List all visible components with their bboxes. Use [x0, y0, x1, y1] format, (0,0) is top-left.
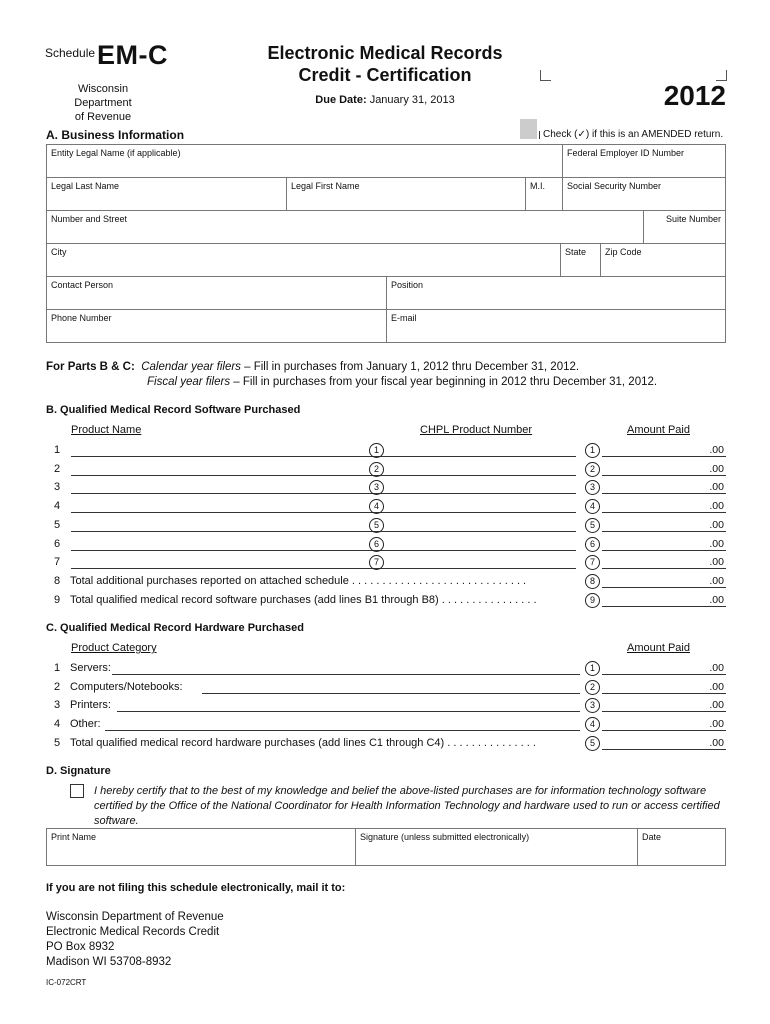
category-label: Computers/Notebooks: — [70, 680, 183, 693]
parts-bc-instructions — [46, 360, 657, 390]
position-field[interactable]: Position — [387, 277, 726, 310]
form-id: EM-C — [97, 40, 168, 70]
amended-label: Check (✓) if this is an AMENDED return. — [543, 129, 724, 140]
col-product-name: Product Name — [71, 424, 142, 436]
amount-field[interactable] — [602, 493, 726, 494]
line-number: 1 — [54, 444, 61, 456]
state-field[interactable]: State — [561, 244, 601, 277]
line-number: 4 — [54, 718, 61, 731]
category-field[interactable] — [202, 693, 580, 694]
mail-line3: PO Box 8932 — [46, 941, 115, 953]
circled-number: 2 — [369, 462, 384, 477]
contact-field[interactable]: Contact Person — [47, 277, 387, 310]
fiscal-year-label: Fiscal year filers — [147, 376, 231, 388]
print-name-field[interactable]: Print Name — [47, 829, 356, 866]
address-table — [46, 210, 726, 244]
business-info-table — [46, 144, 726, 211]
amount-cents: .00 — [709, 662, 724, 674]
circled-number: 4 — [369, 499, 384, 514]
amount-field[interactable] — [602, 693, 726, 694]
col-amount-paid: Amount Paid — [627, 424, 690, 436]
fein-field[interactable]: Federal Employer ID Number — [563, 145, 726, 178]
suite-field[interactable]: Suite Number — [644, 211, 726, 244]
amount-cents: .00 — [709, 737, 724, 749]
circled-number: 5 — [585, 736, 600, 751]
certify-statement: I hereby certify that to the best of my knowledge and belief the above-listed purchases are for information technology software certified by the Office of the National Coordinator for Health Information Technology and hardware used to run or access certified software. — [94, 785, 720, 827]
line-description: Total qualified medical record software purchases (add lines B1 through B8) . . . . . . . . . . . . . . . . — [70, 594, 537, 606]
mailing-header: If you are not filing this schedule electronically, mail it to: — [46, 882, 346, 894]
circled-number: 3 — [585, 698, 600, 713]
section-d-title: D. Signature — [46, 765, 111, 777]
signature-field[interactable]: Signature (unless submitted electronically) — [356, 829, 638, 866]
mail-line2: Electronic Medical Records Credit — [46, 926, 220, 938]
col-chpl-number: CHPL Product Number — [420, 424, 533, 436]
line-b8 — [46, 574, 726, 591]
parts-bc-label: For Parts B & C: — [46, 361, 135, 373]
fiscal-year-text: – Fill in purchases from your fiscal year beginning in 2012 thru December 31, 2012. — [230, 376, 658, 388]
amount-field[interactable] — [602, 550, 726, 551]
amount-field[interactable] — [602, 730, 726, 731]
circled-number: 4 — [585, 717, 600, 732]
amount-field[interactable] — [602, 475, 726, 476]
section-a-title: A. Business Information — [46, 128, 185, 142]
software-row — [46, 499, 726, 516]
circled-number: 3 — [585, 480, 600, 495]
col-amount-paid-c: Amount Paid — [627, 642, 690, 654]
category-label: Servers: — [70, 662, 111, 674]
amount-cents: .00 — [709, 444, 724, 456]
department-line1: Wisconsin Department — [74, 83, 132, 109]
product-name-field[interactable] — [71, 475, 409, 476]
circled-number: 1 — [585, 661, 600, 676]
amount-field[interactable] — [602, 512, 726, 513]
circled-number: 6 — [369, 537, 384, 552]
software-row — [46, 537, 726, 554]
circled-number: 2 — [585, 680, 600, 695]
amount-field[interactable] — [602, 674, 726, 675]
hardware-row — [46, 717, 726, 734]
amount-cents: .00 — [709, 575, 724, 587]
chpl-number-field[interactable] — [386, 493, 576, 494]
line-number: 1 — [54, 662, 61, 674]
circled-number: 1 — [369, 443, 384, 458]
circled-number: 6 — [585, 537, 600, 552]
category-field[interactable] — [105, 730, 580, 731]
ssn-field[interactable]: Social Security Number — [563, 178, 726, 211]
line-number: 4 — [54, 500, 61, 513]
amount-cents: .00 — [709, 537, 724, 550]
amount-field[interactable] — [602, 568, 726, 569]
circled-number: 7 — [585, 555, 600, 570]
amount-cents: .00 — [709, 481, 724, 494]
line-number: 5 — [54, 737, 61, 749]
mail-line4: Madison WI 53708-8932 — [46, 956, 172, 968]
line-number: 6 — [54, 537, 61, 550]
circled-number: 3 — [369, 480, 384, 495]
city-table — [46, 243, 726, 277]
email-field[interactable]: E-mail — [387, 310, 726, 343]
category-label: Other: — [70, 718, 101, 731]
mi-field[interactable]: M.I. — [526, 178, 563, 211]
hardware-row — [46, 698, 726, 715]
amount-cents: .00 — [709, 680, 724, 693]
tax-year: 2012 — [663, 80, 726, 111]
software-row — [46, 555, 726, 572]
title-line1: Electronic Medical Records — [267, 43, 503, 63]
amount-field[interactable] — [602, 606, 726, 607]
chpl-number-field[interactable] — [386, 568, 576, 569]
circled-number: 1 — [585, 443, 600, 458]
zip-field[interactable]: Zip Code — [601, 244, 726, 277]
chpl-number-field[interactable] — [386, 512, 576, 513]
amount-cents: .00 — [709, 556, 724, 569]
certify-checkbox[interactable] — [70, 784, 84, 798]
product-name-field[interactable] — [71, 493, 409, 494]
circled-number: 7 — [369, 555, 384, 570]
product-name-field[interactable] — [71, 568, 409, 569]
circled-number: 8 — [585, 574, 600, 589]
hardware-row — [46, 680, 726, 697]
date-field[interactable]: Date — [638, 829, 726, 866]
chpl-number-field[interactable] — [386, 531, 576, 532]
software-row — [46, 462, 726, 479]
line-number: 5 — [54, 518, 61, 531]
hardware-row — [46, 661, 726, 678]
amended-checkbox[interactable] — [520, 119, 537, 139]
due-label: Due Date: — [315, 94, 367, 106]
due-date — [250, 94, 520, 106]
mailing-address — [46, 910, 224, 970]
entity-name-field[interactable]: Entity Legal Name (if applicable) — [47, 145, 563, 178]
amount-field[interactable] — [602, 587, 726, 588]
chpl-number-field[interactable] — [386, 550, 576, 551]
amount-cents: .00 — [709, 594, 724, 606]
line-description: Total additional purchases reported on attached schedule . . . . . . . . . . . . . . . . . . . . . . . . . . . . . — [70, 575, 527, 587]
chpl-number-field[interactable] — [386, 456, 576, 457]
circled-number: 2 — [585, 462, 600, 477]
amount-field[interactable] — [602, 456, 726, 457]
city-field[interactable]: City — [47, 244, 561, 277]
circled-number: 9 — [585, 593, 600, 608]
line-number: 2 — [54, 680, 61, 693]
phone-field[interactable]: Phone Number — [47, 310, 387, 343]
mail-line1: Wisconsin Department of Revenue — [46, 911, 224, 923]
line-number: 3 — [54, 699, 61, 712]
corner-mark-left — [540, 70, 551, 81]
amount-cents: .00 — [709, 462, 724, 475]
line-number: 9 — [54, 594, 61, 606]
software-row — [46, 518, 726, 535]
line-number: 2 — [54, 462, 61, 475]
product-name-field[interactable] — [71, 456, 409, 457]
col-product-category: Product Category — [71, 642, 157, 654]
amount-cents: .00 — [709, 699, 724, 712]
section-c-title: C. Qualified Medical Record Hardware Purchased — [46, 622, 304, 634]
line-number: 7 — [54, 556, 61, 569]
section-b-title: B. Qualified Medical Record Software Purchased — [46, 404, 301, 416]
chpl-number-field[interactable] — [386, 475, 576, 476]
line-description: Total qualified medical record hardware purchases (add lines C1 through C4) . . . . . . . . . . . . . . . — [70, 737, 536, 749]
street-field[interactable]: Number and Street — [47, 211, 644, 244]
signature-table — [46, 828, 726, 866]
due-value: January 31, 2013 — [369, 94, 455, 106]
form-title — [250, 42, 520, 86]
software-row — [46, 443, 726, 460]
software-row — [46, 480, 726, 497]
amount-cents: .00 — [709, 518, 724, 531]
category-label: Printers: — [70, 699, 111, 712]
circled-number: 5 — [369, 518, 384, 533]
product-name-field[interactable] — [71, 550, 409, 551]
department-line2: of Revenue — [74, 111, 132, 123]
line-c5 — [46, 736, 726, 753]
product-name-field[interactable] — [71, 531, 409, 532]
calendar-year-label: Calendar year filers — [141, 361, 241, 373]
amount-field[interactable] — [602, 531, 726, 532]
amount-field[interactable] — [602, 711, 726, 712]
category-field[interactable] — [112, 674, 580, 675]
calendar-year-text: – Fill in purchases from January 1, 2012 thru December 31, 2012. — [240, 361, 580, 373]
form-code: IC-072CRT — [46, 978, 87, 987]
contact-table — [46, 276, 726, 343]
product-name-field[interactable] — [71, 512, 409, 513]
circled-number: 4 — [585, 499, 600, 514]
line-number: 8 — [54, 575, 61, 587]
circled-number: 5 — [585, 518, 600, 533]
line-b9 — [46, 593, 726, 610]
line-number: 3 — [54, 481, 61, 494]
title-line2: Credit - Certification — [298, 65, 472, 85]
department — [48, 82, 158, 124]
schedule-label: Schedule — [45, 46, 96, 60]
amount-field[interactable] — [602, 749, 726, 750]
amended-tick-mark — [536, 131, 540, 139]
amount-cents: .00 — [709, 718, 724, 731]
last-name-field[interactable]: Legal Last Name — [47, 178, 287, 211]
amount-cents: .00 — [709, 500, 724, 513]
category-field[interactable] — [117, 711, 580, 712]
first-name-field[interactable]: Legal First Name — [287, 178, 526, 211]
